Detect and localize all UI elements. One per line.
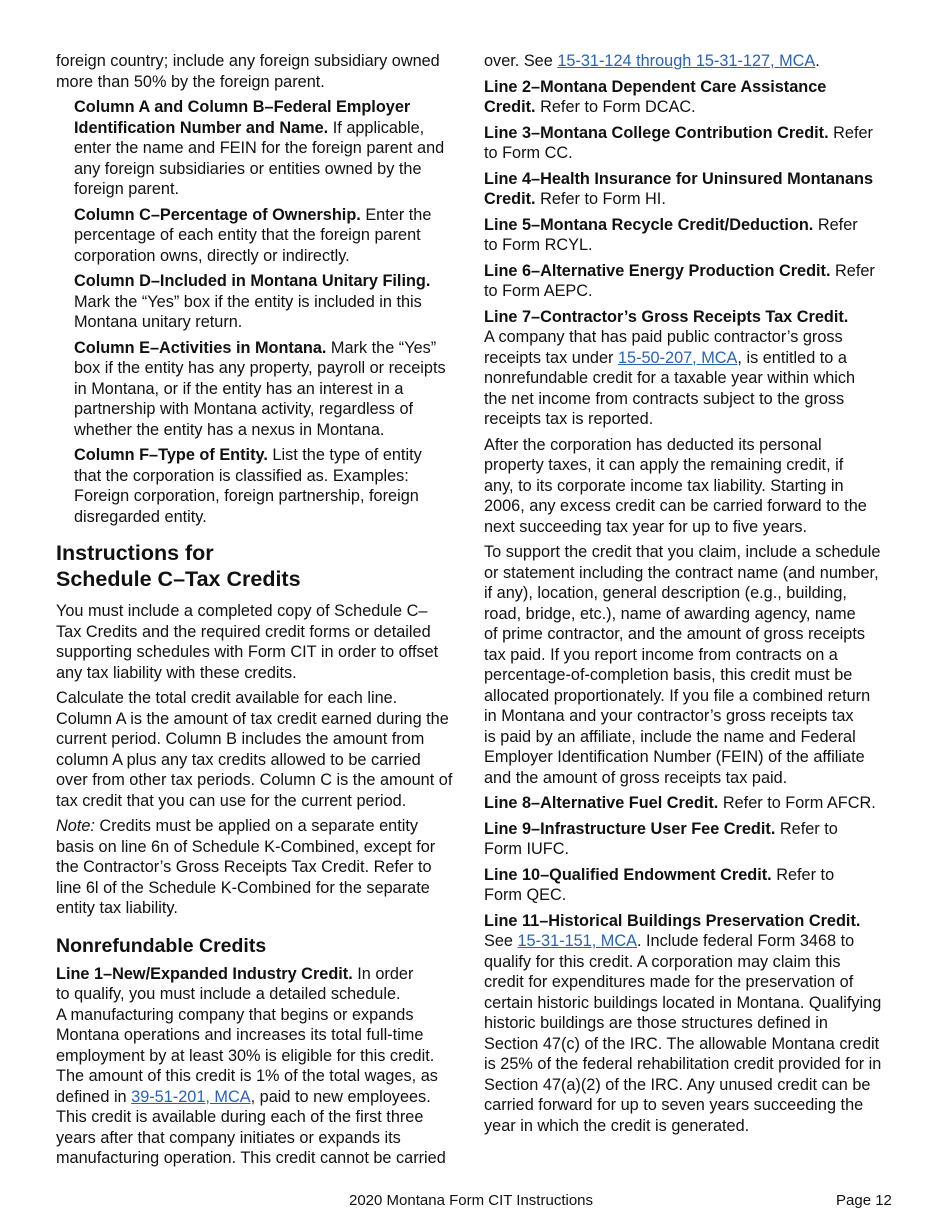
line11-description: Line 11–Historical Buildings Preservation Credit. See 15-31-151, MCA. Include federal Form 3468 to qualify for this credit. A corporation may claim this credit for expenditures made for the preservation of certain historic buildings located in Montana. Qualifying historic buildings are those structures defined in Section 47(c) of the IRC. The allowable Montana credit is 25% of the federal rehabilitation credit provided for in Section 47(a)(2) of the IRC. Any unused credit can be carried forward for up to seven years succeeding the year in which the credit is generated. — [484, 911, 882, 1135]
include-schedule-paragraph: You must include a completed copy of Schedule C– Tax Credits and the required credit forms or detailed supporting schedules with Form CIT in order to offset any tax liability with these credits. — [56, 602, 439, 682]
line2-description: Line 2–Montana Dependent Care Assistance Credit. Refer to Form DCAC. — [484, 77, 827, 116]
line1-continuation: over. See 15-31-124 through 15-31-127, MCA. — [484, 52, 820, 70]
column-c-description: Column C–Percentage of Ownership. Enter the percentage of each entity that the foreign parent corporation owns, directly or indirectly. — [74, 205, 432, 265]
line9-description: Line 9–Infrastructure User Fee Credit. Refer to Form IUFC. — [484, 819, 838, 858]
line8-description: Line 8–Alternative Fuel Credit. Refer to Form AFCR. — [484, 794, 876, 812]
footer-title: 2020 Montana Form CIT Instructions — [349, 1192, 593, 1209]
link-15-31-151-mca[interactable]: 15-31-151, MCA — [517, 932, 637, 950]
line6-description: Line 6–Alternative Energy Production Credit. Refer to Form AEPC. — [484, 261, 875, 300]
personal-property-paragraph: After the corporation has deducted its personal property taxes, it can apply the remaining credit, if any, to its corporate income tax liability. Starting in 2006, any excess credit can be carried forward to the next succeeding tax year for up to five years. — [484, 435, 867, 536]
line5-description: Line 5–Montana Recycle Credit/Deduction. Refer to Form RCYL. — [484, 215, 858, 254]
left-column — [56, 51, 470, 1174]
link-15-31-124-through-127-mca[interactable]: 15-31-124 through 15-31-127, MCA — [557, 52, 816, 70]
line1-description: Line 1–New/Expanded Industry Credit. In order to qualify, you must include a detailed schedule. A manufacturing company that begins or expands Montana operations and increases its total full-time employment by at least 30% is eligible for this credit. The amount of this credit is 1% of the total wages, as defined in 39-51-201, MCA, paid to new employees. This credit is available during each of the first three years after that company initiates or expands its manufacturing operation. This credit cannot be carried — [56, 964, 446, 1167]
support-credit-paragraph: To support the credit that you claim, include a schedule or statement including the contract name (and number, if any), location, general description (e.g., building, road, bridge, etc.), name of awarding agency, name of prime contractor, and the amount of gross receipts tax paid. If you report income from contracts on a percentage-of-completion basis, this credit must be allocated proportionately. If you file a combined return in Montana and your contractor’s gross receipts tax is paid by an affiliate, include the name and Federal Employer Identification Number (FEIN) of the affiliate and the amount of gross receipts tax paid. — [484, 543, 881, 787]
note-paragraph: Note: Credits must be applied on a separate entity basis on line 6n of Schedule K-Combined, except for the Contractor’s Gross Receipts Tax Credit. Refer to line 6l of the Schedule K-Combined for the separate entity tax liability. — [56, 817, 436, 917]
line10-description: Line 10–Qualified Endowment Credit. Refer to Form QEC. — [484, 865, 835, 904]
right-column — [484, 51, 904, 1141]
page-number: Page 12 — [836, 1192, 892, 1209]
line3-description: Line 3–Montana College Contribution Credit. Refer to Form CC. — [484, 123, 873, 162]
intro-paragraph: foreign country; include any foreign subsidiary owned more than 50% by the foreign parent. — [56, 52, 440, 91]
section-heading-nonrefundable: Nonrefundable Credits — [56, 934, 267, 957]
note-label: Note: — [56, 817, 95, 835]
line7-description: Line 7–Contractor’s Gross Receipts Tax Credit. A company that has paid public contractor’s gross receipts tax under 15-50-207, MCA, is entitled to a nonrefundable credit for a taxable year within which the net income from contracts subject to the gross receipts tax is reported. — [484, 307, 856, 428]
line4-description: Line 4–Health Insurance for Uninsured Montanans Credit. Refer to Form HI. — [484, 169, 874, 208]
link-15-50-207-mca[interactable]: 15-50-207, MCA — [617, 348, 738, 367]
section-heading-schedule-c: Instructions for Schedule C–Tax Credits — [56, 541, 301, 591]
column-e-description: Column E–Activities in Montana. Mark the “Yes” box if the entity has any property, payroll or receipts in Montana, or if the entity has an interest in a partnership with Montana activity, regardless of whether the entity has a nexus in Montana. — [74, 338, 446, 439]
column-ab-description: Column A and Column B–Federal Employer Identification Number and Name. If applicable, enter the name and FEIN for the foreign parent and any foreign subsidiaries or entities owned by the foreign parent. — [74, 98, 445, 198]
column-f-description: Column F–Type of Entity. List the type of entity that the corporation is classified as. Examples: Foreign corporation, foreign partnership, foreign disregarded entity. — [74, 446, 422, 526]
link-39-51-201-mca[interactable]: 39-51-201, MCA — [131, 1087, 251, 1106]
column-d-description: Column D–Included in Montana Unitary Filing. Mark the “Yes” box if the entity is included in this Montana unitary return. — [74, 272, 431, 331]
calculate-credit-paragraph: Calculate the total credit available for each line. Column A is the amount of tax credit earned during the current period. Column B includes the amount from column A plus any tax credits allowed to be carried over from other tax periods. Column C is the amount of tax credit that you can use for the current period. — [56, 689, 453, 810]
